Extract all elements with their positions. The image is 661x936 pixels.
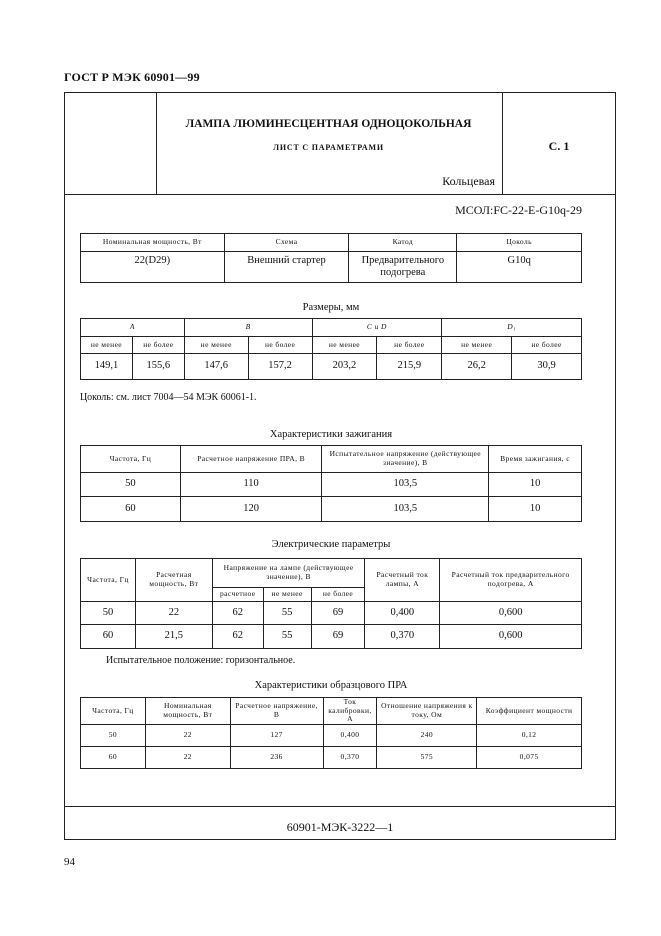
electrical-caption: Электрические параметры — [271, 539, 391, 550]
dim-value: 215,9 — [377, 354, 442, 380]
value-cell: 22(D29) — [81, 252, 225, 283]
header-cell: Частота, Гц — [81, 446, 181, 473]
electrical-cell: 62 — [212, 602, 263, 625]
ballast-cell: 22 — [145, 724, 230, 746]
electrical-cell: 62 — [212, 625, 263, 649]
dim-group-b: B — [184, 319, 312, 337]
dim-max-label: не более — [132, 337, 184, 354]
ignition-cell: 60 — [81, 497, 181, 522]
header-cell: Расчетный ток предварительного подогрева, А — [440, 559, 582, 602]
dim-max-label: не более — [512, 337, 582, 354]
header-cell: Частота, Гц — [81, 698, 146, 725]
dimensions-table — [80, 318, 582, 380]
ballast-cell: 0,400 — [323, 724, 377, 746]
electrical-cell: 0,600 — [440, 625, 582, 649]
electrical-cell: 55 — [263, 602, 311, 625]
ballast-cell: 236 — [230, 746, 323, 768]
dim-group-d1: D₁ — [442, 319, 582, 337]
ignition-caption: Характеристики зажигания — [269, 429, 393, 440]
header-cell: Расчетная мощность, Вт — [135, 559, 212, 602]
dim-value: 155,6 — [132, 354, 184, 380]
header-cell: Ток калибровки, А — [323, 698, 377, 725]
header-cell: Испытательное напряжение (действующее значение), В — [322, 446, 489, 473]
electrical-cell: 0,600 — [440, 602, 582, 625]
header-cell: Напряжение на лампе (действующее значение), В — [212, 559, 365, 588]
dim-min-label: не менее — [312, 337, 377, 354]
header-cell: Номинальная мощность, Вт — [145, 698, 230, 725]
electrical-cell: 50 — [81, 602, 136, 625]
ignition-cell: 103,5 — [322, 497, 489, 522]
dim-value: 26,2 — [442, 354, 512, 380]
header-cell: Номинальная мощность, Вт — [81, 234, 225, 252]
ballast-cell: 575 — [377, 746, 477, 768]
electrical-cell: 21,5 — [135, 625, 212, 649]
header-cell: Расчетное напряжение, В — [230, 698, 323, 725]
ignition-cell: 10 — [489, 473, 582, 497]
dim-max-label: не более — [377, 337, 442, 354]
ballast-cell: 50 — [81, 724, 146, 746]
ballast-cell: 0,075 — [477, 746, 582, 768]
main-table — [80, 233, 582, 283]
electrical-table — [80, 558, 582, 649]
standard-number: ГОСТ Р МЭК 60901—99 — [64, 70, 200, 84]
ballast-cell: 22 — [145, 746, 230, 768]
page-number: 94 — [64, 856, 75, 868]
header-cell: расчетное — [212, 588, 263, 602]
ballast-cell: 240 — [377, 724, 477, 746]
dim-value: 30,9 — [512, 354, 582, 380]
dim-group-cd: C и D — [312, 319, 442, 337]
footer-code: 60901-МЭК-3222—1 — [286, 820, 394, 834]
header-cell: Расчетное напряжение ПРА, В — [180, 446, 322, 473]
page-label: С. 1 — [548, 139, 570, 153]
header-cell: Катод — [349, 234, 457, 252]
dim-value: 203,2 — [312, 354, 377, 380]
footer-divider — [65, 806, 615, 807]
header-cell: Отношение напряжения к току, Ом — [377, 698, 477, 725]
value-cell: Предварительного подогрева — [349, 252, 457, 283]
test-position-note: Испытательное положение: горизонтальное. — [106, 655, 296, 666]
electrical-cell: 60 — [81, 625, 136, 649]
header-divider — [65, 194, 615, 195]
electrical-cell: 0,400 — [365, 602, 440, 625]
dim-min-label: не менее — [81, 337, 133, 354]
header-cell: Частота, Гц — [81, 559, 136, 602]
sheet-title: ЛАМПА ЛЮМИНЕСЦЕНТНАЯ ОДНОЦОКОЛЬНАЯ — [185, 118, 472, 130]
lamp-designation: МСОЛ:FC-22-E-G10q-29 — [455, 203, 582, 217]
ignition-cell: 103,5 — [322, 473, 489, 497]
ignition-cell: 110 — [180, 473, 322, 497]
dim-min-label: не менее — [442, 337, 512, 354]
lamp-type: Кольцевая — [442, 174, 495, 188]
dim-group-a: A — [81, 319, 185, 337]
electrical-cell: 69 — [311, 625, 365, 649]
dim-min-label: не менее — [184, 337, 248, 354]
header-cell: не менее — [263, 588, 311, 602]
electrical-cell: 0,370 — [365, 625, 440, 649]
dim-value: 149,1 — [81, 354, 133, 380]
ballast-cell: 60 — [81, 746, 146, 768]
electrical-cell: 55 — [263, 625, 311, 649]
base-note: Цоколь: см. лист 7004—54 МЭК 60061-1. — [80, 392, 257, 403]
header-cell: Коэффициент мощности — [477, 698, 582, 725]
ignition-cell: 10 — [489, 497, 582, 522]
dim-max-label: не более — [248, 337, 312, 354]
ballast-caption: Характеристики образцового ПРА — [254, 680, 408, 691]
ballast-cell: 0,370 — [323, 746, 377, 768]
ignition-cell: 120 — [180, 497, 322, 522]
header-cell: Цоколь — [457, 234, 582, 252]
sheet-subtitle: ЛИСТ С ПАРАМЕТРАМИ — [273, 143, 384, 152]
ballast-table — [80, 697, 582, 769]
ballast-cell: 127 — [230, 724, 323, 746]
ignition-cell: 50 — [81, 473, 181, 497]
electrical-cell: 69 — [311, 602, 365, 625]
dimensions-caption: Размеры, мм — [302, 302, 360, 313]
dim-value: 147,6 — [184, 354, 248, 380]
ballast-cell: 0,12 — [477, 724, 582, 746]
header-cell: Схема — [224, 234, 349, 252]
header-cell: Расчетный ток лампы, А — [365, 559, 440, 602]
electrical-cell: 22 — [135, 602, 212, 625]
ignition-table — [80, 445, 582, 522]
value-cell: G10q — [457, 252, 582, 283]
header-cell: Время зажигания, с — [489, 446, 582, 473]
dim-value: 157,2 — [248, 354, 312, 380]
value-cell: Внешний стартер — [224, 252, 349, 283]
header-cell: не более — [311, 588, 365, 602]
